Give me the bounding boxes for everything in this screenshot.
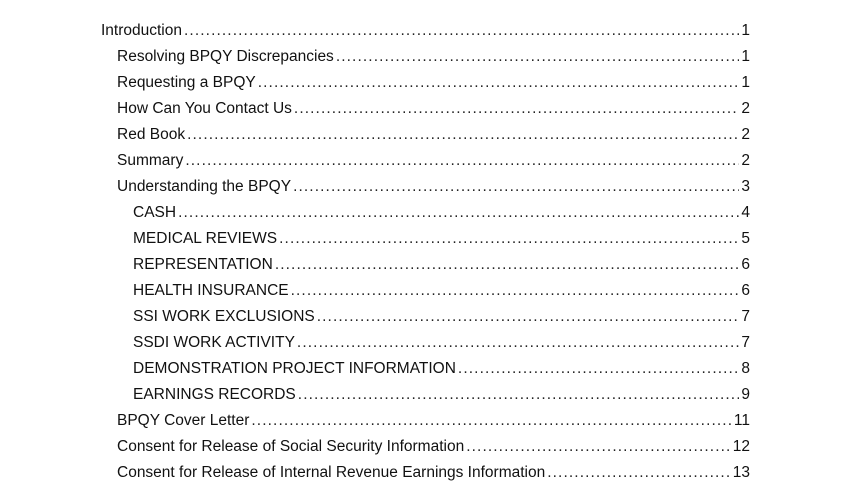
toc-entry[interactable] (0, 330, 750, 356)
toc-entry[interactable] (0, 122, 750, 148)
toc-page-number: 1 (741, 22, 750, 39)
toc-entry-title: Consent for Release of Internal Revenue Earnings Information (117, 464, 546, 481)
toc-entry-title: DEMONSTRATION PROJECT INFORMATION (133, 360, 456, 377)
toc-entry-title: How Can You Contact Us (117, 100, 292, 117)
toc-entry[interactable] (0, 148, 750, 174)
toc-entry[interactable] (0, 278, 750, 304)
toc-page-number: 9 (741, 386, 750, 403)
toc-entry[interactable] (0, 200, 750, 226)
toc-page-number: 7 (741, 334, 750, 351)
toc-entry-title: EARNINGS RECORDS (133, 386, 296, 403)
toc-entry[interactable] (0, 174, 750, 200)
toc-dot-leader (298, 382, 740, 408)
toc-page-number: 2 (741, 100, 750, 117)
toc-page-number: 5 (741, 230, 750, 247)
toc-entry-title: Summary (117, 152, 184, 169)
toc-entry-title: Resolving BPQY Discrepancies (117, 48, 334, 65)
toc-entry[interactable] (0, 382, 750, 408)
toc-entry-title: Consent for Release of Social Security Information (117, 438, 465, 455)
toc-entry-title: SSI WORK EXCLUSIONS (133, 308, 315, 325)
toc-dot-leader (293, 174, 739, 200)
toc-page-number: 2 (741, 126, 750, 143)
toc-page-number: 13 (732, 464, 750, 481)
toc-dot-leader (294, 96, 739, 122)
toc-dot-leader (184, 18, 739, 44)
toc-entry[interactable] (0, 44, 750, 70)
toc-entry[interactable] (0, 252, 750, 278)
toc-dot-leader (258, 70, 740, 96)
toc-dot-leader (187, 122, 739, 148)
toc-dot-leader (336, 44, 740, 70)
toc-dot-leader (466, 434, 731, 460)
toc-page-number: 3 (741, 178, 750, 195)
toc-entry[interactable] (0, 408, 750, 434)
table-of-contents (0, 18, 850, 486)
toc-page-number: 7 (741, 308, 750, 325)
toc-page-number: 6 (741, 282, 750, 299)
toc-entry[interactable] (0, 304, 750, 330)
toc-entry[interactable] (0, 226, 750, 252)
toc-entry[interactable] (0, 96, 750, 122)
toc-dot-leader (178, 200, 739, 226)
toc-dot-leader (279, 226, 739, 252)
toc-entry-title: MEDICAL REVIEWS (133, 230, 278, 247)
toc-entry[interactable] (0, 434, 750, 460)
toc-dot-leader (458, 356, 739, 382)
toc-entry[interactable] (0, 70, 750, 96)
toc-entry[interactable] (0, 356, 750, 382)
toc-page-number: 8 (741, 360, 750, 377)
toc-entry-title: Introduction (101, 22, 182, 39)
toc-page-number: 1 (741, 48, 750, 65)
toc-dot-leader (185, 148, 739, 174)
toc-entry-title: REPRESENTATION (133, 256, 273, 273)
toc-dot-leader (317, 304, 740, 330)
toc-entry[interactable] (0, 18, 750, 44)
toc-page-number: 4 (741, 204, 750, 221)
toc-entry-title: SSDI WORK ACTIVITY (133, 334, 295, 351)
toc-dot-leader (275, 252, 740, 278)
toc-entry-title: Requesting a BPQY (117, 74, 256, 91)
toc-entry-title: CASH (133, 204, 177, 221)
toc-entry-title: HEALTH INSURANCE (133, 282, 289, 299)
toc-page-number: 6 (741, 256, 750, 273)
toc-dot-leader (547, 460, 731, 486)
toc-entry-title: Red Book (117, 126, 186, 143)
toc-page-number: 11 (733, 412, 750, 429)
toc-dot-leader (291, 278, 740, 304)
toc-dot-leader (251, 408, 732, 434)
toc-entry-title: BPQY Cover Letter (117, 412, 250, 429)
toc-dot-leader (297, 330, 739, 356)
toc-page-number: 12 (732, 438, 750, 455)
toc-page-number: 2 (741, 152, 750, 169)
toc-entry[interactable] (0, 460, 750, 486)
toc-page-number: 1 (741, 74, 750, 91)
toc-entry-title: Understanding the BPQY (117, 178, 292, 195)
